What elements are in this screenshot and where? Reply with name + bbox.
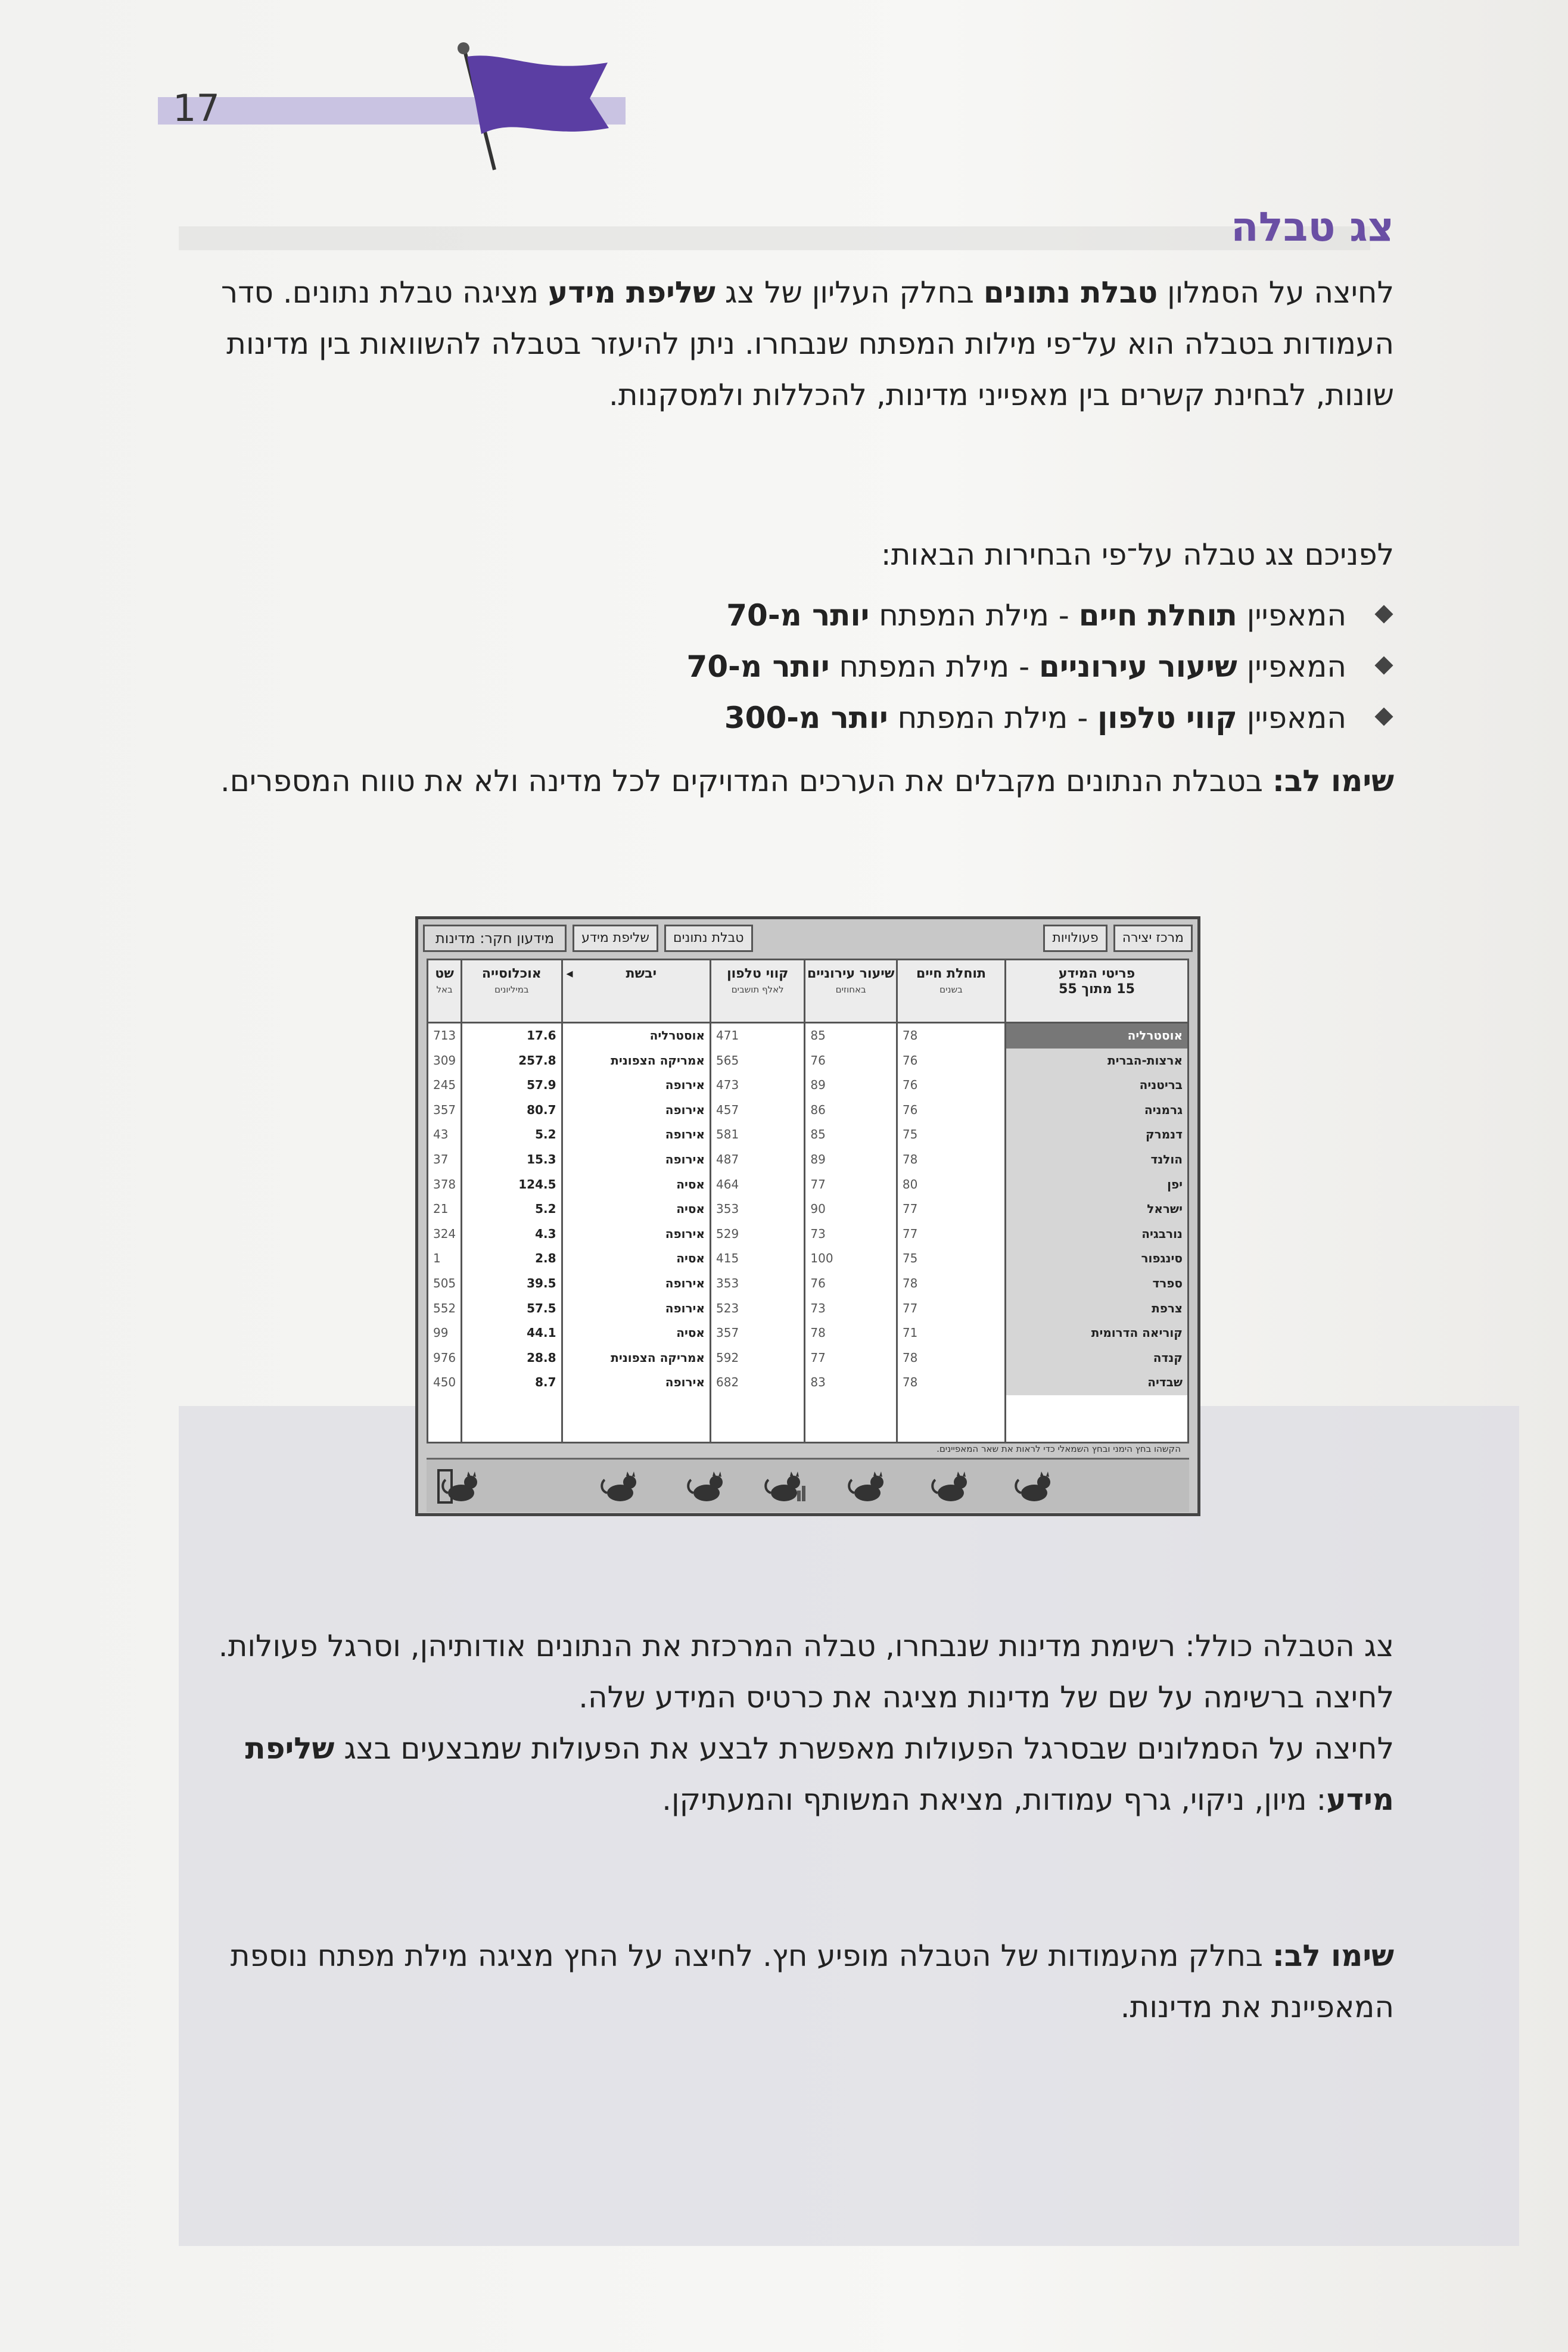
table-cell: 89 [810,1152,826,1166]
table-cell: 75 [902,1127,918,1142]
table-cell: אירופה [665,1226,705,1241]
actions-run: : מיון, ניקוי, גרף עמודות, מציאת המשותף והמעתיקן. [662,1782,1327,1817]
action-toolbar [427,1458,1189,1512]
table-cell: 85 [810,1127,826,1142]
table-cell: 57.5 [527,1301,556,1315]
bullet-key: יותר מ-70 [726,598,870,633]
bullet-item [191,692,1394,743]
table-cell: 5.2 [535,1127,556,1142]
column-continent [561,960,710,1442]
items-count: 15 מתוך 55 [1059,982,1135,997]
column-countries [1004,960,1187,1442]
bullet-key: יותר מ-70 [686,649,830,684]
items-header-label: פריטי המידע [1058,966,1135,981]
common-icon[interactable] [683,1467,730,1506]
table-cell: 257.8 [518,1053,556,1068]
country-list-item[interactable]: יפן [1006,1172,1187,1197]
table-cell: אירופה [665,1152,705,1166]
column-urban [804,960,895,1442]
table-cell: אסיה [676,1177,705,1191]
table-cell: 76 [902,1053,918,1068]
table-cell: 80 [902,1177,918,1191]
bullet-mid: - מילת המפתח [869,598,1079,633]
diamond-bullet-icon [1374,656,1393,674]
country-list [1006,1023,1187,1395]
table-cell: 324 [433,1226,456,1241]
bullet-pre: המאפיין [1237,701,1346,735]
table-cell: 73 [810,1301,826,1315]
note-2-text: בחלק מהעמודות של הטבלה מופיע חץ. לחיצה על החץ מציגה מילת מפתח נוספת המאפיינת את מדינות. [230,1939,1394,2024]
country-list-item[interactable]: סינגפור [1006,1246,1187,1271]
table-cell: 44.1 [527,1326,556,1340]
table-cell: 471 [716,1028,739,1043]
app-titlebar [423,925,1193,951]
table-cell: 39.5 [527,1275,556,1290]
column-population-unit: במיליונים [494,984,529,995]
table-cell: 357 [433,1102,456,1117]
status-text: הקשהו בחץ הימני ובחץ השמאלי כדי לראות את שאר המאפיינים. [937,1443,1181,1454]
copier-icon[interactable] [596,1467,644,1506]
table-cell: 15.3 [527,1152,556,1166]
tab-info-retrieval[interactable]: שליפת מידע [573,925,658,952]
intro-run: טבלת נתונים [983,275,1158,310]
flag-icon [453,39,631,176]
country-list-item[interactable]: ארצות-הברית [1006,1049,1187,1074]
table-cell: 976 [433,1350,456,1365]
table-cell: אמריקה הצפונית [611,1350,705,1365]
table-cell: 28.8 [527,1350,556,1365]
diamond-bullet-icon [1374,605,1393,623]
country-list-item[interactable]: קנדה [1006,1346,1187,1371]
table-cell: 713 [433,1028,456,1043]
after-paragraph [191,1620,1394,1825]
table-cell: 457 [716,1102,739,1117]
tab-creation-center[interactable]: מרכז יצירה [1113,925,1193,952]
table-cell: 83 [810,1375,826,1390]
note-2 [191,1930,1394,2033]
data-table [427,959,1189,1443]
bullet-pre: המאפיין [1237,598,1346,633]
app-title: מידעון חקר: מדינות [423,925,567,952]
country-list-item[interactable]: הולנד [1006,1147,1187,1172]
table-cell: 77 [902,1226,918,1241]
table-cell: אסיה [676,1202,705,1217]
table-cell: 71 [902,1326,918,1340]
table-cell: 415 [716,1251,739,1266]
country-list-item[interactable]: ישראל [1006,1197,1187,1222]
intro-run: מציגה טבלת נתונים. סדר העמודות בטבלה הוא על־פי מילות המפתח שנבחרו. ניתן להיעזר בטבלה להשוואות בין מדינות שונות, לבחינת קשרים בין מאפייני מדינות, להכללות ולמסקנות. [221,275,1394,412]
table-cell: 77 [902,1202,918,1217]
table-cell: 8.7 [535,1375,556,1390]
table-cell: 2.8 [535,1251,556,1266]
bullet-mid: - מילת המפתח [888,701,1098,735]
column-life-label: תוחלת חיים [916,966,987,981]
table-cell: 99 [433,1326,449,1340]
table-cell: 309 [433,1053,456,1068]
show-through [179,226,1370,250]
intro-run: בחלק העליון של צג [715,275,984,310]
intro-paragraph [191,267,1394,421]
table-cell: 100 [810,1251,833,1266]
column-phone [710,960,804,1442]
table-cell: 581 [716,1127,739,1142]
table-cell: 1 [433,1251,441,1266]
table-cell: 565 [716,1053,739,1068]
table-cell: 353 [716,1275,739,1290]
column-phone-label: קווי טלפון [727,966,789,981]
table-cell: אסיה [676,1251,705,1266]
note-1-text: בטבלת הנתונים מקבלים את הערכים המדויקים לכל מדינה ולא את טווח המספרים. [220,764,1273,798]
table-cell: 85 [810,1028,826,1043]
column-area-unit: באל [436,984,453,995]
tab-data-table[interactable]: טבלת נתונים [664,925,753,952]
table-cell: 4.3 [535,1226,556,1241]
table-cell: אירופה [665,1078,705,1093]
table-cell: 17.6 [527,1028,556,1043]
options-intro [191,529,1394,580]
table-cell: 77 [810,1177,826,1191]
options-intro-text: לפניכם צג טבלה על־פי הבחירות הבאות: [881,537,1394,572]
table-cell: 78 [902,1028,918,1043]
country-list-item[interactable]: ספרד [1006,1271,1187,1296]
table-cell: אירופה [665,1275,705,1290]
table-cell: 76 [902,1078,918,1093]
table-cell: 77 [810,1350,826,1365]
table-cell: 464 [716,1177,739,1191]
table-cell: 76 [902,1102,918,1117]
section-title: צג טבלה [1231,204,1394,251]
bullet-feature: תוחלת חיים [1078,598,1237,633]
table-cell: 505 [433,1275,456,1290]
country-list-item[interactable]: בריטניה [1006,1073,1187,1098]
bullet-feature: שיעור עירוניים [1039,649,1237,684]
table-cell: 21 [433,1202,449,1217]
note-2-label: שימו לב: [1272,1939,1394,1973]
country-list-item[interactable]: צרפת [1006,1296,1187,1321]
app-screenshot [415,916,1200,1516]
table-cell: 473 [716,1078,739,1093]
actions-run: שליפת מידע [245,1731,1394,1817]
bullet-mid: - מילת המפתח [829,649,1040,684]
sort-icon[interactable] [927,1467,975,1506]
clean-icon[interactable] [844,1467,891,1506]
table-cell: 552 [433,1301,456,1315]
table-cell: 76 [810,1275,826,1290]
table-cell: 5.2 [535,1202,556,1217]
table-cell: 357 [716,1326,739,1340]
country-list-item[interactable]: נורבגיה [1006,1222,1187,1247]
table-cell: אירופה [665,1127,705,1142]
background-panel [179,1406,1519,2246]
table-cell: 77 [902,1301,918,1315]
column-area [428,960,461,1442]
bullet-item [191,590,1394,641]
table-cell: 592 [716,1350,739,1365]
table-cell: 80.7 [527,1102,556,1117]
table-cell: 78 [810,1326,826,1340]
country-list-item[interactable]: גרמניה [1006,1098,1187,1123]
bullet-item [191,641,1394,692]
table-cell: 90 [810,1202,826,1217]
table-cell: 37 [433,1152,449,1166]
table-cell: 57.9 [527,1078,556,1093]
table-cell: 78 [902,1350,918,1365]
table-cell: אירופה [665,1301,705,1315]
table-cell: 86 [810,1102,826,1117]
column-urban-label: שיעור עירוניים [807,966,895,981]
country-list-item[interactable]: קוריאה הדרומית [1006,1321,1187,1346]
column-phone-unit: לאלף תושבים [731,984,784,995]
table-cell: אירופה [665,1375,705,1390]
table-cell: 78 [902,1152,918,1166]
note-1 [191,755,1394,807]
table-cell: 124.5 [518,1177,556,1191]
items-header [1006,960,1187,1023]
table-cell: אוסטרליה [649,1028,705,1043]
table-cell: 529 [716,1226,739,1241]
column-urban-unit: באחוזים [835,984,866,995]
country-list-item[interactable]: אוסטרליה [1006,1023,1187,1049]
bullet-key: יותר מ-300 [724,701,888,735]
bar-graph-icon[interactable] [760,1467,808,1506]
table-cell: 75 [902,1251,918,1266]
arrow-icon[interactable]: ◂ [566,966,573,981]
column-life [896,960,1004,1442]
intro-run: לחיצה על הסמלון [1158,275,1394,310]
table-cell: אירופה [665,1102,705,1117]
table-cell: 89 [810,1078,826,1093]
table-cell: 450 [433,1375,456,1390]
table-cell: אמריקה הצפונית [611,1053,705,1068]
tab-activities[interactable]: פעולויות [1043,925,1107,952]
diamond-bullet-icon [1374,707,1393,726]
table-cell: 682 [716,1375,739,1390]
country-click-description: לחיצה ברשימה על שם של מדינות מציגה את כרטיס המידע שלה. [578,1680,1394,1715]
actions-description [191,1723,1394,1825]
column-continent-label[interactable]: יבשת [626,966,657,981]
bullet-feature: קווי טלפון [1097,701,1237,735]
country-list-item[interactable]: שבדיה [1006,1370,1187,1395]
table-cell: 378 [433,1177,456,1191]
intro-run: שליפת מידע [548,275,715,310]
table-description: צג הטבלה כולל: רשימת מדינות שנבחרו, טבלה המרכזת את הנתונים אודותיהן, וסרגל פעולות. [218,1629,1394,1663]
bullet-pre: המאפיין [1237,649,1346,684]
table-cell: 78 [902,1275,918,1290]
exit-door-icon[interactable] [437,1467,485,1506]
home-icon[interactable] [1010,1467,1058,1506]
table-cell: 523 [716,1301,739,1315]
table-cell: 487 [716,1152,739,1166]
country-list-item[interactable]: דנמרק [1006,1122,1187,1147]
column-population [461,960,561,1442]
table-cell: 78 [902,1375,918,1390]
table-cell: 73 [810,1226,826,1241]
bullet-list [191,590,1394,743]
table-cell: 76 [810,1053,826,1068]
table-cell: 43 [433,1127,449,1142]
table-cell: 245 [433,1078,456,1093]
page-number: 17 [173,86,220,130]
column-area-label: שט [435,966,454,981]
column-life-unit: בשנים [939,984,963,995]
table-cell: אסיה [676,1326,705,1340]
note-1-label: שימו לב: [1272,764,1394,798]
column-population-label: אוכלוסייה [481,966,542,981]
table-cell: 353 [716,1202,739,1217]
actions-run: לחיצה על הסמלונים שבסרגל הפעולות מאפשרת לבצע את הפעולות שמבצעים בצג [334,1731,1394,1766]
